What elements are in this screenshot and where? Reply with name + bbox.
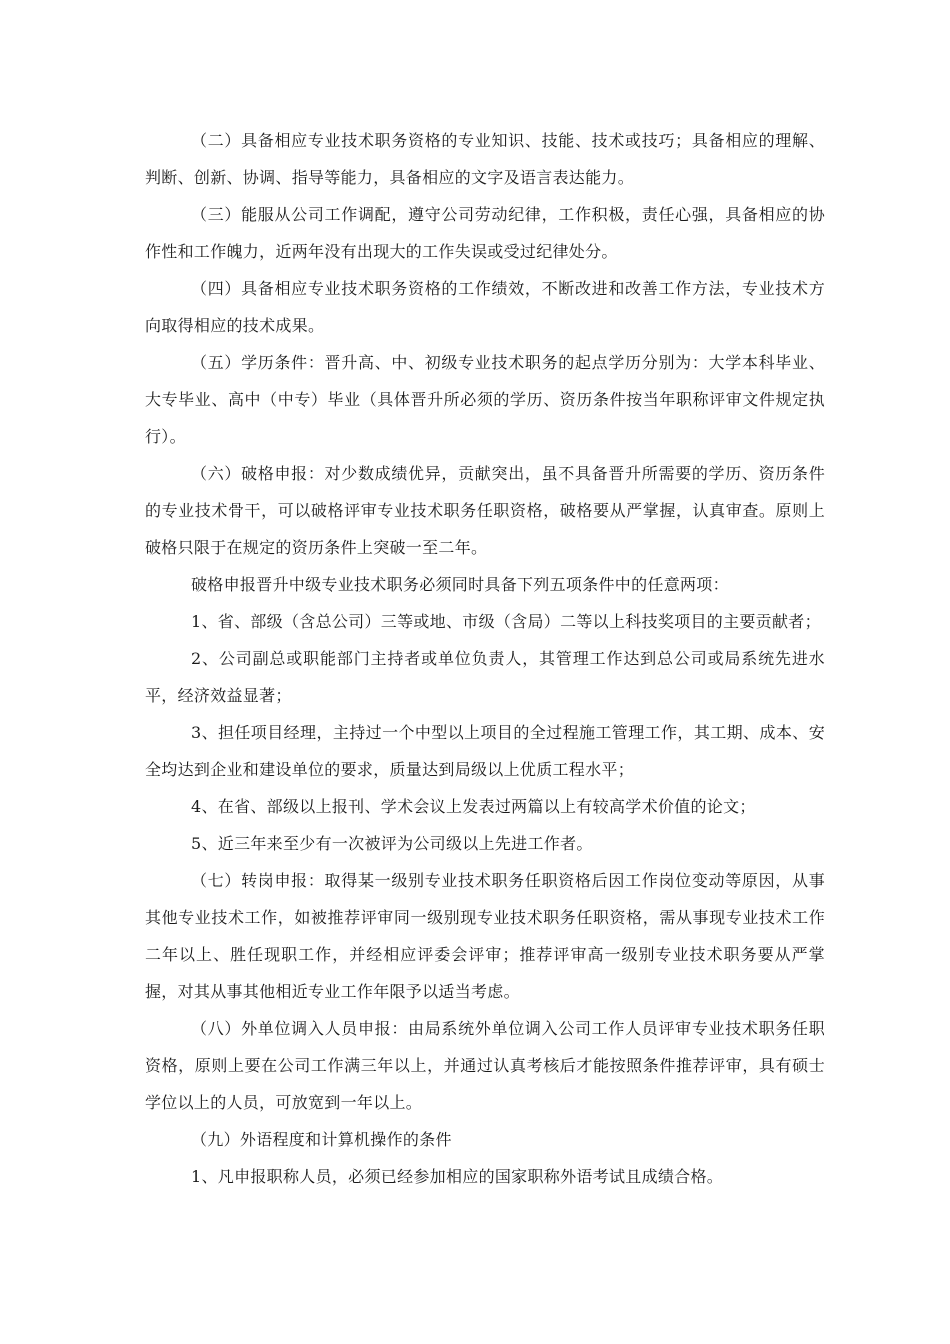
list-item-condition-4: 4、在省、部级以上报刊、学术会议上发表过两篇以上有较高学术价值的论文； xyxy=(191,797,756,816)
paragraph-work-discipline: （三）能服从公司工作调配，遵守公司劳动纪律，工作积极，责任心强，具备相应的协作性和工作魄力，近两年没有出现大的工作失误或受过纪律处分。 xyxy=(145,205,825,261)
paragraph-work-performance: （四）具备相应专业技术职务资格的工作绩效，不断改进和改善工作方法，专业技术方向取得相应的技术成果。 xyxy=(145,279,825,335)
paragraph-education: （五）学历条件：晋升高、中、初级专业技术职务的起点学历分别为：大学本科毕业、大专毕业、高中（中专）毕业（具体晋升所必须的学历、资历条件按当年职称评审文件规定执行）。 xyxy=(145,353,825,446)
list-item-condition-5: 5、近三年来至少有一次被评为公司级以上先进工作者。 xyxy=(191,834,593,853)
paragraph-external-transfer: （八）外单位调入人员申报：由局系统外单位调入公司工作人员评审专业技术职务任职资格，原则上要在公司工作满三年以上，并通过认真考核后才能按照条件推荐评审，具有硕士学位以上的人员，可放宽到一年以上。 xyxy=(145,1019,825,1112)
paragraph-qualification-knowledge: （二）具备相应专业技术职务资格的专业知识、技能、技术或技巧；具备相应的理解、判断、创新、协调、指导等能力，具备相应的文字及语言表达能力。 xyxy=(145,131,825,187)
paragraph-transfer-application: （七）转岗申报：取得某一级别专业技术职务任职资格后因工作岗位变动等原因，从事其他专业技术工作，如被推荐评审同一级别现专业技术职务任职资格，需从事现专业技术工作二年以上、胜任现职工作，并经相应评委会评审；推荐评审高一级别专业技术职务要从严掌握，对其从事其他相近专业工作年限予以适当考虑。 xyxy=(145,871,825,1001)
list-item-condition-2: 2、公司副总或职能部门主持者或单位负责人，其管理工作达到总公司或局系统先进水平，经济效益显著； xyxy=(145,649,825,705)
list-item-language-requirement-1: 1、凡申报职称人员，必须已经参加相应的国家职称外语考试且成绩合格。 xyxy=(191,1167,724,1186)
paragraph-exceptional-conditions-intro: 破格申报晋升中级专业技术职务必须同时具备下列五项条件中的任意两项： xyxy=(191,575,729,594)
list-item-condition-1: 1、省、部级（含总公司）三等或地、市级（含局）二等以上科技奖项目的主要贡献者； xyxy=(191,612,821,631)
document-page xyxy=(145,122,825,1195)
paragraph-exceptional-application: （六）破格申报：对少数成绩优异，贡献突出，虽不具备晋升所需要的学历、资历条件的专业技术骨干，可以破格评审专业技术职务任职资格，破格要从严掌握，认真审查。原则上破格只限于在规定的资历条件上突破一至二年。 xyxy=(145,464,825,557)
list-item-condition-3: 3、担任项目经理，主持过一个中型以上项目的全过程施工管理工作，其工期、成本、安全均达到企业和建设单位的要求，质量达到局级以上优质工程水平； xyxy=(145,723,825,779)
paragraph-language-computer-heading: （九）外语程度和计算机操作的条件 xyxy=(191,1130,452,1149)
